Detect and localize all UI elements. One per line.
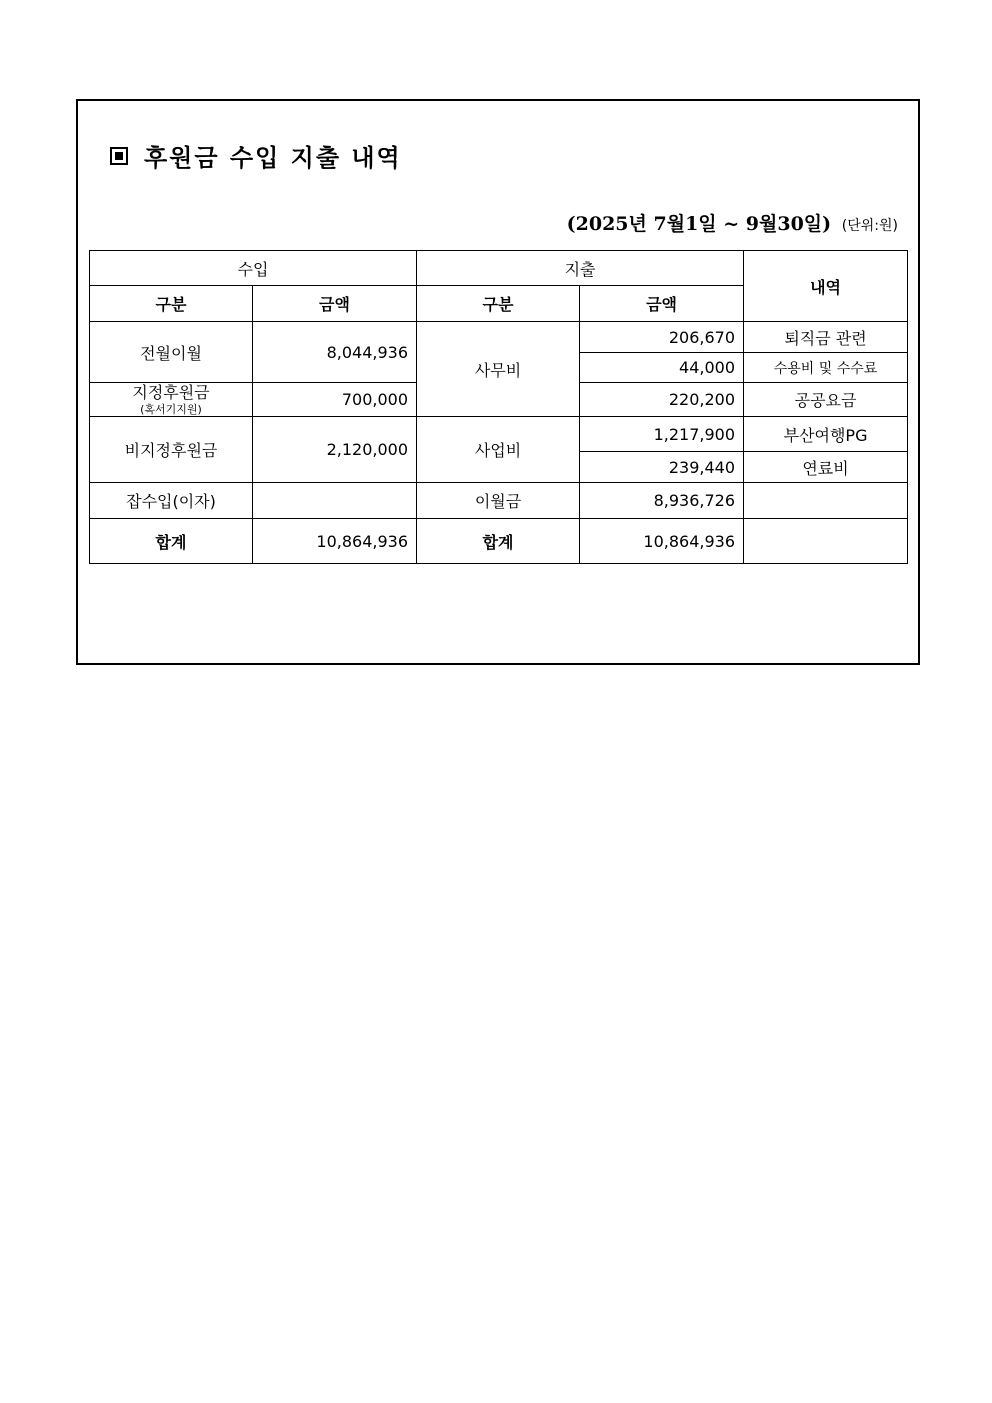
designated-sub-label: (혹서기지원): [140, 403, 202, 416]
income-category-header: 구분: [90, 286, 253, 322]
program-item-detail: 연료비: [744, 452, 908, 483]
expense-total-amount: 10,864,936: [580, 519, 744, 564]
office-item-detail: 공공요금: [744, 383, 908, 417]
carryover-label: 전월이월: [90, 322, 253, 383]
office-item-amount: 220,200: [580, 383, 744, 417]
expense-header: 지출: [417, 251, 744, 286]
period-line: [567, 209, 898, 236]
total-row: [90, 519, 908, 564]
table-row: [90, 417, 908, 452]
misc-income-label: 잡수입(이자): [90, 483, 253, 519]
designated-label: [90, 383, 253, 417]
office-item-amount: 44,000: [580, 353, 744, 383]
detail-header: 내역: [744, 251, 908, 322]
table-row: [90, 483, 908, 519]
donation-ledger-table: [89, 250, 908, 564]
undesignated-amount: 2,120,000: [253, 417, 417, 483]
header-row-1: [90, 251, 908, 286]
carryover-amount: 8,044,936: [253, 322, 417, 383]
office-expense-label: 사무비: [417, 322, 580, 417]
program-item-amount: 239,440: [580, 452, 744, 483]
total-detail: [744, 519, 908, 564]
carry-amount: 8,936,726: [580, 483, 744, 519]
carry-label: 이월금: [417, 483, 580, 519]
income-total-amount: 10,864,936: [253, 519, 417, 564]
office-item-amount: 206,670: [580, 322, 744, 353]
program-expense-label: 사업비: [417, 417, 580, 483]
unit-label: (단위:원): [841, 218, 898, 234]
income-total-label: 합계: [90, 519, 253, 564]
expense-amount-header: 금액: [580, 286, 744, 322]
square-bullet-icon: [110, 147, 128, 165]
undesignated-label: 비지정후원금: [90, 417, 253, 483]
period-range: (2025년 7월1일 ~ 9월30일): [566, 213, 832, 235]
carry-detail: [744, 483, 908, 519]
page-title: [110, 138, 402, 173]
program-item-detail: 부산여행PG: [744, 417, 908, 452]
designated-label-text: 지정후원금: [132, 383, 210, 402]
expense-category-header: 구분: [417, 286, 580, 322]
designated-amount: 700,000: [253, 383, 417, 417]
program-item-amount: 1,217,900: [580, 417, 744, 452]
income-header: 수입: [90, 251, 417, 286]
table-row: [90, 322, 908, 353]
income-amount-header: 금액: [253, 286, 417, 322]
expense-total-label: 합계: [417, 519, 580, 564]
misc-income-amount: [253, 483, 417, 519]
office-item-detail: 수용비 및 수수료: [744, 353, 908, 383]
title-text: 후원금 수입 지출 내역: [144, 144, 402, 172]
office-item-detail: 퇴직금 관련: [744, 322, 908, 353]
